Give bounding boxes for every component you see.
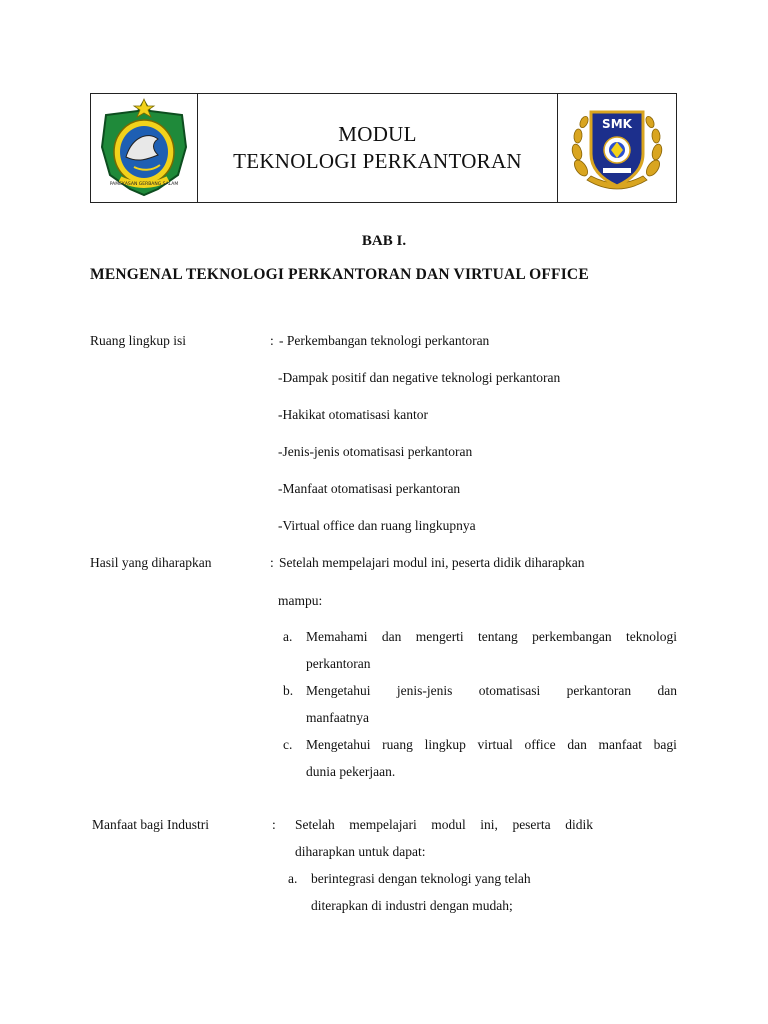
industry-colon: : <box>272 817 276 832</box>
expected-label: Hasil yang diharapkan <box>90 555 212 570</box>
left-logo-cell <box>91 94 198 202</box>
scope-item: -Jenis-jenis otomatisasi perkantoran <box>278 444 473 459</box>
expected-item-c-line2: dunia pekerjaan. <box>306 764 396 779</box>
expected-intro-line2: mampu: <box>278 593 323 608</box>
module-title-line2: TEKNOLOGI PERKANTORAN <box>233 149 522 173</box>
industry-item-a-line2: diterapkan di industri dengan mudah; <box>311 898 513 913</box>
chapter-label: BAB I. <box>361 233 407 249</box>
industry-item-a-line1: berintegrasi dengan teknologi yang telah <box>311 871 531 886</box>
scope-label: Ruang lingkup isi <box>90 333 187 348</box>
expected-intro-line1: Setelah mempelajari modul ini, peserta didik diharapkan <box>279 555 585 570</box>
scope-item: -Manfaat otomatisasi perkantoran <box>278 481 461 496</box>
scope-colon: : <box>270 333 274 348</box>
regional-emblem-icon <box>98 97 190 199</box>
expected-item-c-line1: Mengetahui ruang lingkup virtual office dan manfaat bagi <box>306 737 677 752</box>
scope-item: -Hakikat otomatisasi kantor <box>278 407 428 422</box>
svg-text:SMK: SMK <box>602 117 632 131</box>
expected-item-b-line1: Mengetahui jenis-jenis otomatisasi perkantoran dan <box>306 683 677 698</box>
list-marker: a. <box>283 629 293 644</box>
chapter-title: MENGENAL TEKNOLOGI PERKANTORAN DAN VIRTUAL OFFICE <box>90 266 589 283</box>
smk-badge-icon <box>567 98 667 198</box>
module-title-line1: MODUL <box>338 122 417 146</box>
scope-item: -Virtual office dan ruang lingkupnya <box>278 518 476 533</box>
svg-text:PAMEKASAN GERBANG SALAM: PAMEKASAN GERBANG SALAM <box>109 182 179 187</box>
module-header-table <box>90 93 677 203</box>
expected-item-a-line1: Memahami dan mengerti tentang perkembangan teknologi <box>306 629 677 644</box>
right-logo-cell <box>557 94 676 202</box>
expected-colon: : <box>270 555 274 570</box>
scope-item: -Dampak positif dan negative teknologi perkantoran <box>278 370 561 385</box>
expected-item-b-line2: manfaatnya <box>306 710 369 725</box>
industry-intro-line2: diharapkan untuk dapat: <box>295 844 426 859</box>
expected-item-a-line2: perkantoran <box>306 656 371 671</box>
list-marker: b. <box>283 683 294 698</box>
scope-item: - Perkembangan teknologi perkantoran <box>279 333 490 348</box>
list-marker: a. <box>288 871 298 886</box>
list-marker: c. <box>283 737 293 752</box>
module-title-cell <box>198 94 557 202</box>
industry-label: Manfaat bagi Industri <box>92 817 209 832</box>
industry-intro-line1: Setelah mempelajari modul ini, peserta didik <box>295 817 593 832</box>
